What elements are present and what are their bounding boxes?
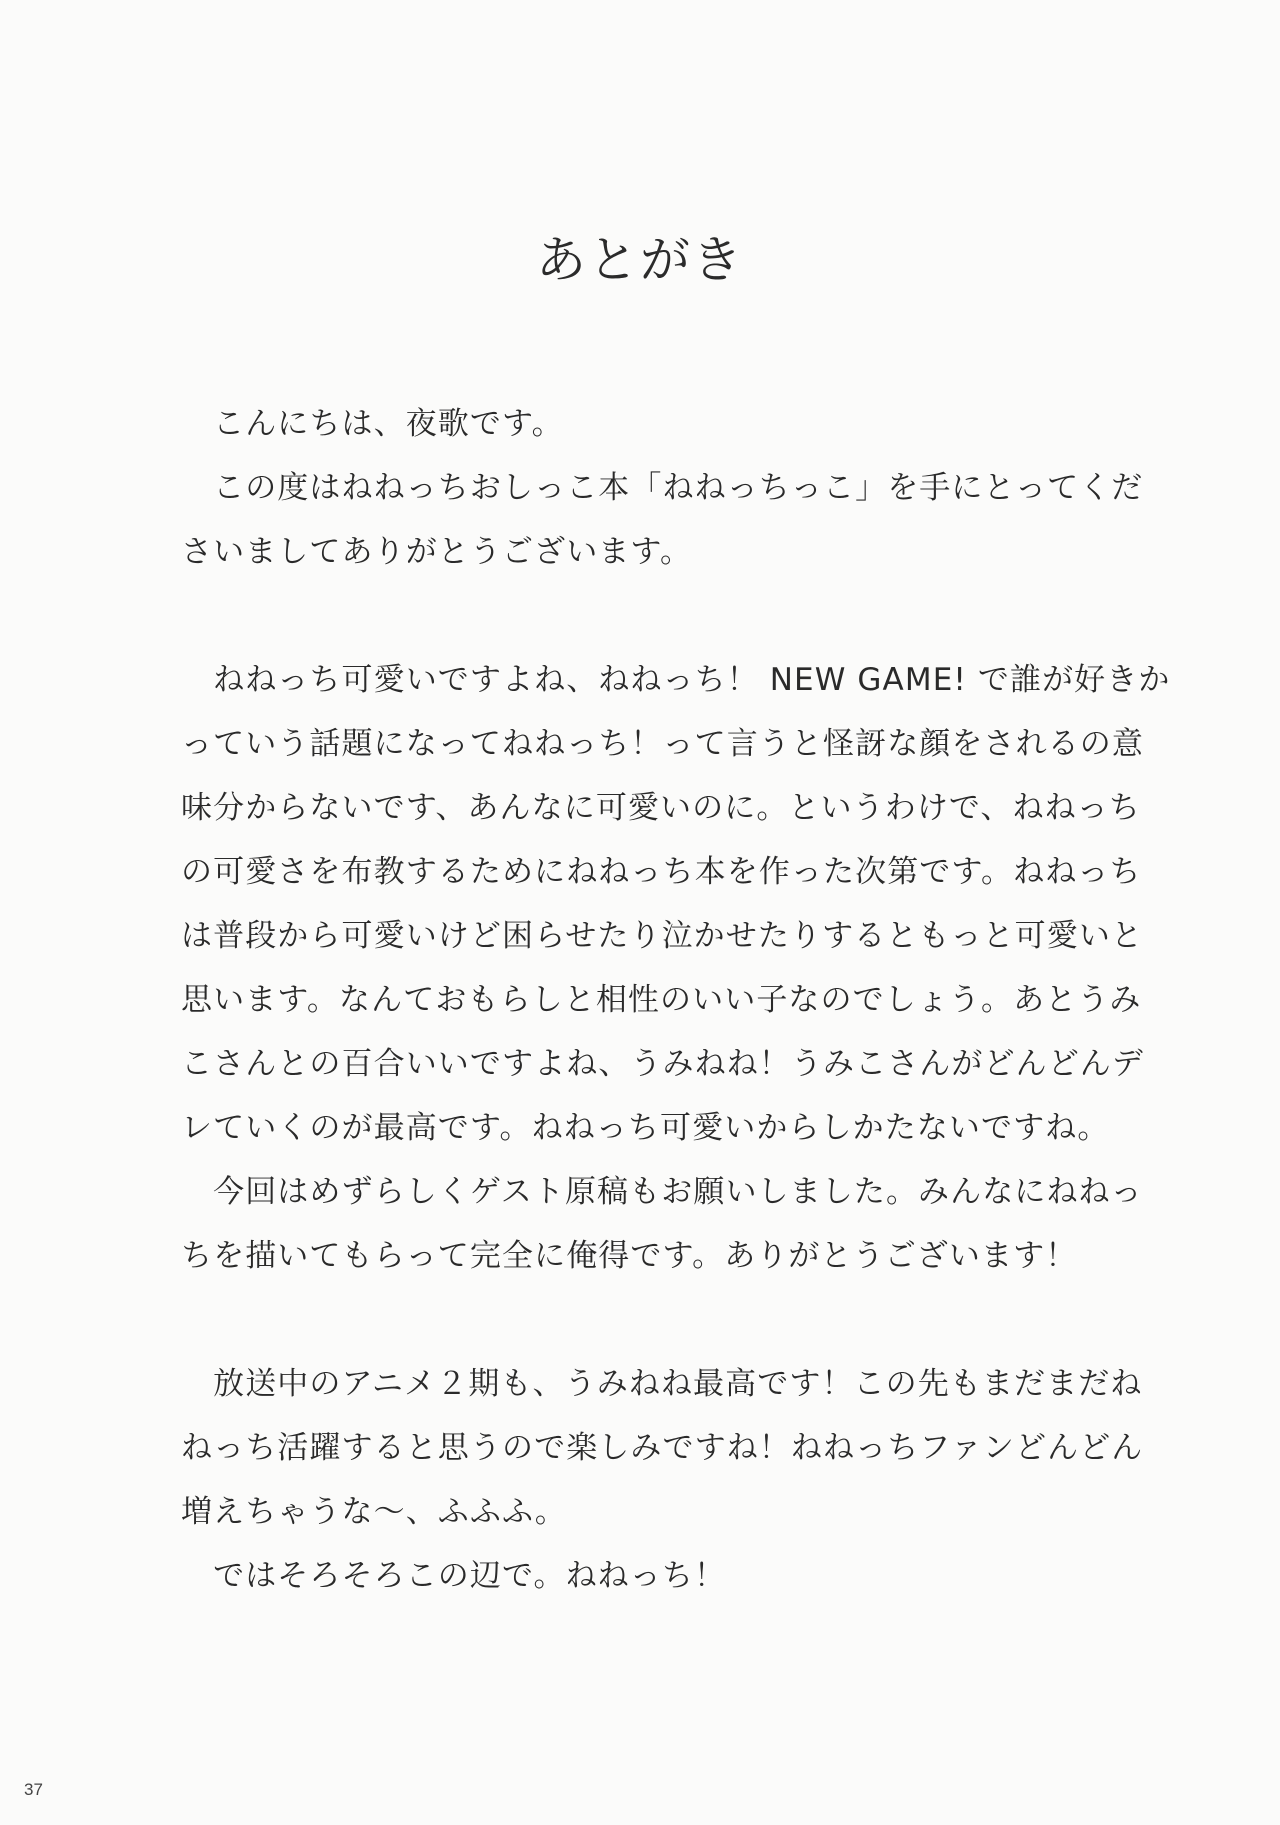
text-line: ねっち活躍すると思うので楽しみですね！ねねっちファンどんどん: [181, 1430, 1144, 1466]
text-line: ちを描いてもらって完全に俺得です。ありがとうございます！: [181, 1238, 1078, 1274]
page-title: あとがき: [536, 231, 744, 289]
text-line: 放送中のアニメ２期も、うみねね最高です！この先もまだまだね: [181, 1366, 1143, 1402]
text-line: この度はねねっちおしっこ本「ねねっちっこ」を手にとってくだ: [181, 470, 1144, 506]
text-line: こさんとの百合いいですよね、うみねね！うみこさんがどんどんデ: [181, 1046, 1144, 1082]
text-line: こんにちは、夜歌です。: [181, 406, 564, 442]
blank-line: [181, 584, 1111, 648]
text-line: レていくのが最高です。ねねっち可愛いからしかたないですね。: [181, 1110, 1110, 1146]
text-line: ねねっち可愛いですよね、ねねっち！ NEW GAME! で誰が好きか: [181, 662, 1171, 698]
text-line: さいましてありがとうございます。: [181, 534, 693, 570]
page-number: 37: [24, 1780, 43, 1799]
text-line: 今回はめずらしくゲスト原稿もお願いしました。みんなにねねっ: [181, 1174, 1143, 1210]
blank-line: [181, 1288, 1111, 1352]
text-line: 思います。なんておもらしと相性のいい子なのでしょう。あとうみ: [181, 982, 1142, 1018]
afterword-body: [181, 392, 1171, 1608]
text-line: 味分からないです、あんなに可愛いのに。というわけで、ねねっち: [181, 790, 1141, 826]
text-line: っていう話題になってねねっち！って言うと怪訝な顔をされるの意: [181, 726, 1144, 762]
text-line: は普段から可愛いけど困らせたり泣かせたりするともっと可愛いと: [181, 918, 1144, 954]
text-line: の可愛さを布教するためにねねっち本を作った次第です。ねねっち: [181, 854, 1142, 890]
text-line: ではそろそろこの辺で。ねねっち！: [181, 1558, 727, 1594]
text-line: 増えちゃうな〜、ふふふ。: [181, 1494, 567, 1530]
